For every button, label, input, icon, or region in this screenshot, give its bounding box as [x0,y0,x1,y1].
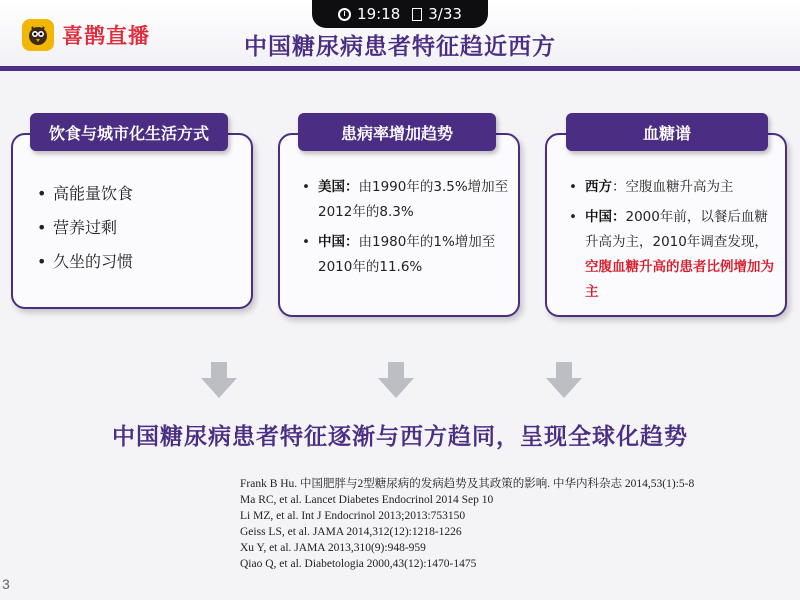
reference-item: Frank B Hu. 中国肥胖与2型糖尿病的发病趋势及其政策的影响. 中华内科杂志 2014,53(1):5-8 [240,478,695,490]
playback-status-bar [312,0,488,28]
item-lead: 中国： [318,234,359,250]
reference-item: Qiao Q, et al. Diabetologia 2000,43(12):1470-1475 [240,558,477,570]
card-prevalence [278,133,520,317]
down-arrow-icon [376,360,416,400]
reference-item: Li MZ, et al. Int J Endocrinol 2013;2013:753150 [240,510,466,522]
page-icon [412,8,422,21]
item-lead: 美国： [318,179,359,195]
down-arrow-icon [544,360,584,400]
item-text: 2000年前，以餐后血糖升高为主，2010年调查发现， [585,209,768,250]
item-text: 由1990年的3.5%增加至2012年的8.3% [318,179,509,220]
current-time: 19:18 [357,5,401,23]
reference-item: Ma RC, et al. Lancet Diabetes Endocrinol 2014 Sep 10 [240,494,494,506]
page-counter: 3/33 [428,5,462,23]
card-glucose-profile [545,133,787,317]
card-lifestyle [11,133,253,309]
card-label-lifestyle: 饮食与城市化生活方式 [30,113,228,151]
list-item [318,230,510,280]
list-item: • 久坐的习惯 [53,245,133,279]
down-arrow-icon [199,360,239,400]
reference-list [240,476,790,572]
item-lead: 西方 [585,179,612,195]
list-item: • 高能量饮食 [53,177,133,211]
brand-name: 喜鹊直播 [62,24,150,48]
header-divider [0,66,800,71]
item-separator: ： [612,179,626,195]
item-text: 空腹血糖升高为主 [625,179,734,195]
slide-number: 3 [2,576,10,592]
conclusion-text: 中国糖尿病患者特征逐渐与西方趋同，呈现全球化趋势 [112,424,688,450]
list-item [585,205,781,305]
list-item [585,175,781,200]
list-item: • 营养过剩 [53,211,133,245]
highlight-text: 空腹血糖升高的患者比例增加为主 [585,259,774,300]
card-label-prevalence: 患病率增加趋势 [298,113,496,151]
item-text: 由1980年的1%增加至2010年的11.6% [318,234,496,275]
reference-item: Geiss LS, et al. JAMA 2014,312(12):1218-1226 [240,526,462,538]
clock-icon [338,8,351,21]
slide-title: 中国糖尿病患者特征趋近西方 [244,34,556,60]
list-item [318,175,510,225]
item-lead: 中国： [585,209,626,225]
card-label-glucose-profile: 血糖谱 [566,113,768,151]
reference-item: Xu Y, et al. JAMA 2013,310(9):948-959 [240,542,426,554]
